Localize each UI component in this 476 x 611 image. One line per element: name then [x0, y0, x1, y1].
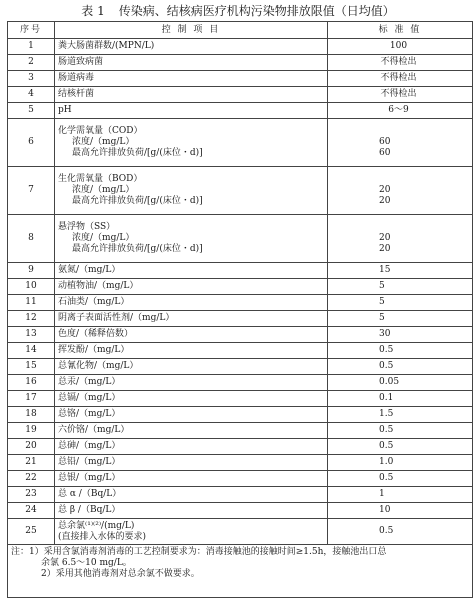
- item-label: 肠道致病菌: [58, 57, 104, 67]
- standard-value: [328, 311, 473, 327]
- table-row: [8, 119, 473, 167]
- value-text: 0.1: [379, 393, 394, 403]
- row-number: 13: [8, 327, 55, 343]
- control-item: [55, 39, 328, 55]
- item-label: 动植物油/（mg/L）: [58, 281, 139, 291]
- standard-value: [328, 375, 473, 391]
- value-text: 20: [379, 244, 391, 254]
- row-number: 2: [8, 55, 55, 71]
- standard-value: [328, 87, 473, 103]
- control-item: [55, 519, 328, 545]
- value-text: 1.0: [379, 457, 394, 467]
- row-number: 8: [8, 215, 55, 263]
- table-row: [8, 519, 473, 545]
- item-label: 挥发酚/（mg/L）: [58, 345, 130, 355]
- table-row: [8, 487, 473, 503]
- value-text: 20: [379, 233, 391, 243]
- value-text: [379, 126, 469, 137]
- table-row: [8, 39, 473, 55]
- table-row: [8, 215, 473, 263]
- control-item: [55, 503, 328, 519]
- control-item: [55, 167, 328, 215]
- table-note-row: [8, 545, 473, 598]
- item-label: 肠道病毒: [58, 73, 95, 83]
- standard-value: [328, 119, 473, 167]
- table-row: [8, 263, 473, 279]
- value-text: [379, 222, 469, 233]
- table-row: [8, 343, 473, 359]
- value-text: 60: [379, 148, 391, 158]
- value-text: 20: [379, 185, 391, 195]
- table-row: [8, 327, 473, 343]
- table-row: [8, 439, 473, 455]
- standard-value: [328, 391, 473, 407]
- row-number: 4: [8, 87, 55, 103]
- control-item: [55, 71, 328, 87]
- control-item: [55, 119, 328, 167]
- control-item: [55, 311, 328, 327]
- item-label: 石油类/（mg/L）: [58, 297, 130, 307]
- value-text: 5: [379, 297, 385, 307]
- header-item: 控 制 项 目: [55, 22, 328, 39]
- note-line-2: 2）采用其他消毒剂对总余氯不做要求。: [41, 569, 200, 579]
- standard-value: [328, 279, 473, 295]
- item-sub-label: 浓度/（mg/L）: [72, 185, 135, 195]
- table-row: [8, 167, 473, 215]
- standard-value: [328, 455, 473, 471]
- item-sub-label: 最高允许排放负荷/[g/(床位・d)]: [72, 148, 203, 158]
- control-item: [55, 103, 328, 119]
- table-note: [8, 545, 473, 598]
- control-item: [55, 391, 328, 407]
- row-number: 1: [8, 39, 55, 55]
- item-label: 生化需氧量（BOD）: [58, 174, 143, 184]
- row-number: 24: [8, 503, 55, 519]
- row-number: 23: [8, 487, 55, 503]
- standard-value: [328, 263, 473, 279]
- standard-value: [328, 295, 473, 311]
- item-label: 总 α /（Bq/L）: [58, 489, 122, 499]
- item-label: 总 β /（Bq/L）: [58, 505, 121, 515]
- value-text: 1: [379, 489, 385, 499]
- item-label: 悬浮物（SS）: [58, 222, 116, 232]
- value-text: 0.05: [379, 377, 400, 387]
- table-row: [8, 311, 473, 327]
- standard-value: [328, 487, 473, 503]
- item-sub-label: (直接排入水体的要求): [58, 531, 147, 542]
- value-text: 20: [379, 196, 391, 206]
- table-row: [8, 279, 473, 295]
- control-item: [55, 263, 328, 279]
- value-text: 0.5: [379, 345, 394, 355]
- table-row: [8, 375, 473, 391]
- value-text: 不得检出: [380, 89, 417, 99]
- table-number: 表 1: [81, 4, 105, 18]
- item-label: 总铬/（mg/L）: [58, 409, 121, 419]
- table-row: [8, 407, 473, 423]
- item-label: pH: [58, 105, 72, 115]
- table-title-text: 传染病、结核病医疗机构污染物排放限值（日均值）: [118, 4, 395, 18]
- item-label: 总镉/（mg/L）: [58, 393, 121, 403]
- table-row: [8, 295, 473, 311]
- item-label: 总余氯⁽¹⁾⁽²⁾/(mg/L): [58, 520, 135, 531]
- note-line-1-continued: 余氯 6.5～10 mg/L。: [41, 558, 132, 568]
- row-number: 7: [8, 167, 55, 215]
- row-number: 14: [8, 343, 55, 359]
- standard-value: [328, 423, 473, 439]
- control-item: [55, 407, 328, 423]
- control-item: [55, 87, 328, 103]
- row-number: 19: [8, 423, 55, 439]
- value-text: 0.5: [379, 473, 394, 483]
- item-label: 六价铬/（mg/L）: [58, 425, 130, 435]
- value-text: 5: [379, 313, 385, 323]
- control-item: [55, 359, 328, 375]
- item-sub-label: 最高允许排放负荷/[g/(床位・d)]: [72, 244, 203, 254]
- table-header-row: [8, 22, 473, 39]
- item-label: 总银/（mg/L）: [58, 473, 121, 483]
- row-number: 9: [8, 263, 55, 279]
- standard-value: [328, 167, 473, 215]
- item-sub-label: 浓度/（mg/L）: [72, 233, 135, 243]
- standard-value: [328, 503, 473, 519]
- value-text: 10: [379, 505, 391, 515]
- table-row: [8, 471, 473, 487]
- row-number: 22: [8, 471, 55, 487]
- standard-value: [328, 71, 473, 87]
- table-title: [0, 4, 476, 18]
- item-label: 色度/（稀释倍数）: [58, 329, 134, 339]
- value-text: 0.5: [379, 441, 394, 451]
- item-label: 阴离子表面活性剂/（mg/L）: [58, 313, 175, 323]
- value-text: 5: [379, 281, 385, 291]
- item-label: 总铅/（mg/L）: [58, 457, 121, 467]
- value-text: 1.5: [379, 409, 394, 419]
- row-number: 21: [8, 455, 55, 471]
- table-row: [8, 391, 473, 407]
- control-item: [55, 327, 328, 343]
- row-number: 12: [8, 311, 55, 327]
- value-text: 100: [389, 41, 408, 51]
- standard-value: [328, 407, 473, 423]
- value-text: 不得检出: [380, 57, 417, 67]
- standard-value: [328, 39, 473, 55]
- standard-value: [328, 103, 473, 119]
- table-row: [8, 423, 473, 439]
- value-text: 15: [379, 265, 391, 275]
- row-number: 20: [8, 439, 55, 455]
- standard-value: [328, 359, 473, 375]
- item-label: 总汞/（mg/L）: [58, 377, 121, 387]
- standard-value: [328, 343, 473, 359]
- standard-value: [328, 439, 473, 455]
- item-label: 结核杆菌: [58, 89, 95, 99]
- control-item: [55, 295, 328, 311]
- value-text: 不得检出: [380, 73, 417, 83]
- control-item: [55, 455, 328, 471]
- control-item: [55, 343, 328, 359]
- control-item: [55, 215, 328, 263]
- control-item: [55, 439, 328, 455]
- control-item: [55, 487, 328, 503]
- value-text: [379, 174, 469, 185]
- row-number: 15: [8, 359, 55, 375]
- value-text: 30: [379, 329, 391, 339]
- header-value: 标 准 值: [328, 22, 473, 39]
- item-sub-label: 最高允许排放负荷/[g/(床位・d)]: [72, 196, 203, 206]
- item-label: 化学需氧量（COD）: [58, 126, 143, 136]
- row-number: 10: [8, 279, 55, 295]
- row-number: 5: [8, 103, 55, 119]
- pollutant-limits-table: [7, 21, 473, 598]
- row-number: 3: [8, 71, 55, 87]
- value-text: 0.5: [379, 425, 394, 435]
- table-row: [8, 71, 473, 87]
- control-item: [55, 375, 328, 391]
- control-item: [55, 55, 328, 71]
- note-line-1: 注：1）采用含氯消毒剂消毒的工艺控制要求为：消毒接触池的接触时间≥1.5h，接触池出口总: [11, 547, 387, 557]
- standard-value: [328, 519, 473, 545]
- row-number: 16: [8, 375, 55, 391]
- row-number: 6: [8, 119, 55, 167]
- value-text: 0.5: [379, 361, 394, 371]
- item-label: 氨氮/（mg/L）: [58, 265, 121, 275]
- standard-value: [328, 327, 473, 343]
- control-item: [55, 423, 328, 439]
- item-label: 总氰化物/（mg/L）: [58, 361, 139, 371]
- standard-value: [328, 215, 473, 263]
- value-text: 6～9: [388, 105, 409, 115]
- row-number: 11: [8, 295, 55, 311]
- table-row: [8, 455, 473, 471]
- table-row: [8, 87, 473, 103]
- row-number: 25: [8, 519, 55, 545]
- standard-value: [328, 471, 473, 487]
- table-row: [8, 103, 473, 119]
- table-row: [8, 503, 473, 519]
- item-label: 粪大肠菌群数/(MPN/L): [58, 41, 155, 51]
- table-row: [8, 359, 473, 375]
- control-item: [55, 279, 328, 295]
- row-number: 17: [8, 391, 55, 407]
- header-no: 序号: [8, 22, 55, 39]
- value-text: 0.5: [379, 526, 394, 536]
- value-text: 60: [379, 137, 391, 147]
- table-body: [8, 39, 473, 545]
- item-label: 总砷/（mg/L）: [58, 441, 121, 451]
- table-row: [8, 55, 473, 71]
- control-item: [55, 471, 328, 487]
- row-number: 18: [8, 407, 55, 423]
- item-sub-label: 浓度/（mg/L）: [72, 137, 135, 147]
- standard-value: [328, 55, 473, 71]
